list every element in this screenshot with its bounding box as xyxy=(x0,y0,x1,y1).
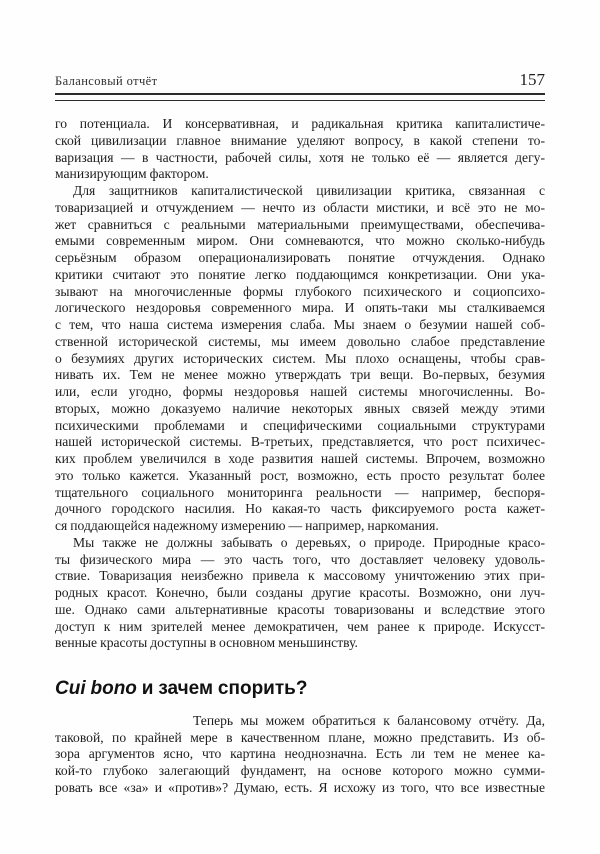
heading-text: и зачем спорить? xyxy=(136,678,308,699)
text-line: критики считают это понятие легко поддающимся конкретизации. Они ука- xyxy=(55,266,545,282)
heading-latin-phrase: Cui bono xyxy=(55,678,137,699)
text-line: это только кажется. Указанный рост, возможно, есть просто результат более xyxy=(55,467,545,483)
text-line: логического нездоровья современного мира. И опять-таки мы сталкиваемся xyxy=(55,300,545,316)
text-line: ты физического мира — это часть того, что доставляет человеку удоволь- xyxy=(55,551,545,567)
text-line: Мы также не должны забывать о деревьях, о природе. Природные красо- xyxy=(73,534,545,550)
page-body xyxy=(55,116,545,797)
text-line: жет сравниться с реальными материальными преимуществами, обеспечива- xyxy=(55,216,545,232)
paragraph xyxy=(55,535,545,652)
text-line: го потенциала. И консервативная, и радикальная критика капиталистиче- xyxy=(55,116,545,131)
text-line: нашей исторической системы. В-третьих, представляется, что рост психичес- xyxy=(55,434,545,450)
text-line: манизирующим фактором. xyxy=(55,166,209,182)
page-header xyxy=(55,70,545,90)
text-line: таковой, по крайней мере в качественном плане, можно представить. Из об- xyxy=(55,729,545,745)
page-number: 157 xyxy=(519,70,545,89)
text-line: ких проблем увеличился в ходе развития нашей системы. Впрочем, возможно xyxy=(55,451,545,466)
text-line: ственной исторической системы, мы имеем довольно слабое представление xyxy=(55,333,545,349)
text-line: с тем, что наша система измерения слаба. Мы знаем о безумии нашей соб- xyxy=(55,317,545,332)
section-heading xyxy=(55,678,545,699)
text-line: тщательного социального мониторинга реальности — например, беспоря- xyxy=(55,484,545,500)
text-line: серьёзным образом операционализировать понятие отчуждения. Однако xyxy=(55,250,545,265)
text-line: психическими проблемами и специфическими социальными структурами xyxy=(55,417,545,433)
paragraph xyxy=(55,116,545,183)
text-line: ровать все «за» и «против»? Думаю, есть. Я исхожу из того, что все известные xyxy=(55,779,545,795)
text-line: родных красот. Конечно, были созданы другие красоты. Возможно, они луч- xyxy=(55,585,545,600)
text-line: ся поддающейся надежному измерению — например, наркомания. xyxy=(55,518,439,533)
paragraph xyxy=(55,183,545,535)
text-line: ше. Однако сами альтернативные красоты товаризованы и вследствие этого xyxy=(55,601,545,617)
text-line: варизация — в частности, рабочей силы, хотя не только её — является дегу- xyxy=(55,149,545,165)
text-line: товаризацией и отчуждением — нечто из области мистики, и всё это не мо- xyxy=(55,199,545,215)
text-line: зывают на многочисленные формы глубокого психического и социопсихо- xyxy=(55,283,545,299)
text-line: ствие. Товаризация неизбежно привела к массовому уничтожению этих при- xyxy=(55,568,545,584)
text-line: вторых, можно доказуемо наличие некоторых явных связей между этими xyxy=(55,400,545,416)
text-line: кой-то глубоко залегающий фундамент, на основе которого можно сумми- xyxy=(55,763,545,778)
paragraph xyxy=(55,713,545,797)
running-title: Балансовый отчёт xyxy=(55,74,158,88)
text-line: емыми современным миром. Они сомневаются, что можно сколько-нибудь xyxy=(55,233,545,249)
text-line: зора аргументов ясно, что картина неоднозначна. Есть ли тем не менее ка- xyxy=(55,746,545,762)
header-rule xyxy=(55,93,545,101)
text-line: нивать их. Тем не менее можно утверждать три вещи. Во-первых, безумия xyxy=(55,367,545,383)
text-line: Теперь мы можем обратиться к балансовому отчёту. Да, xyxy=(193,712,545,728)
text-line: или, если угодно, формы нездоровья нашей системы многочисленны. Во- xyxy=(55,384,545,399)
text-line: доступ к ним зрителей менее демократичен, чем ранее к природе. Искусст- xyxy=(55,618,545,634)
text-line: Для защитников капиталистической цивилизации критика, связанная с xyxy=(73,183,545,198)
text-line: о безумиях других исторических систем. Мы плохо оснащены, чтобы срав- xyxy=(55,350,545,366)
text-line: ской цивилизации главное внимание уделяют вопросу, в какой степени то- xyxy=(55,132,545,148)
text-line: дочного городского насилия. Но какая-то часть фиксируемого роста кажет- xyxy=(55,501,545,517)
text-line: венные красоты доступны в основном меньшинству. xyxy=(55,635,358,651)
